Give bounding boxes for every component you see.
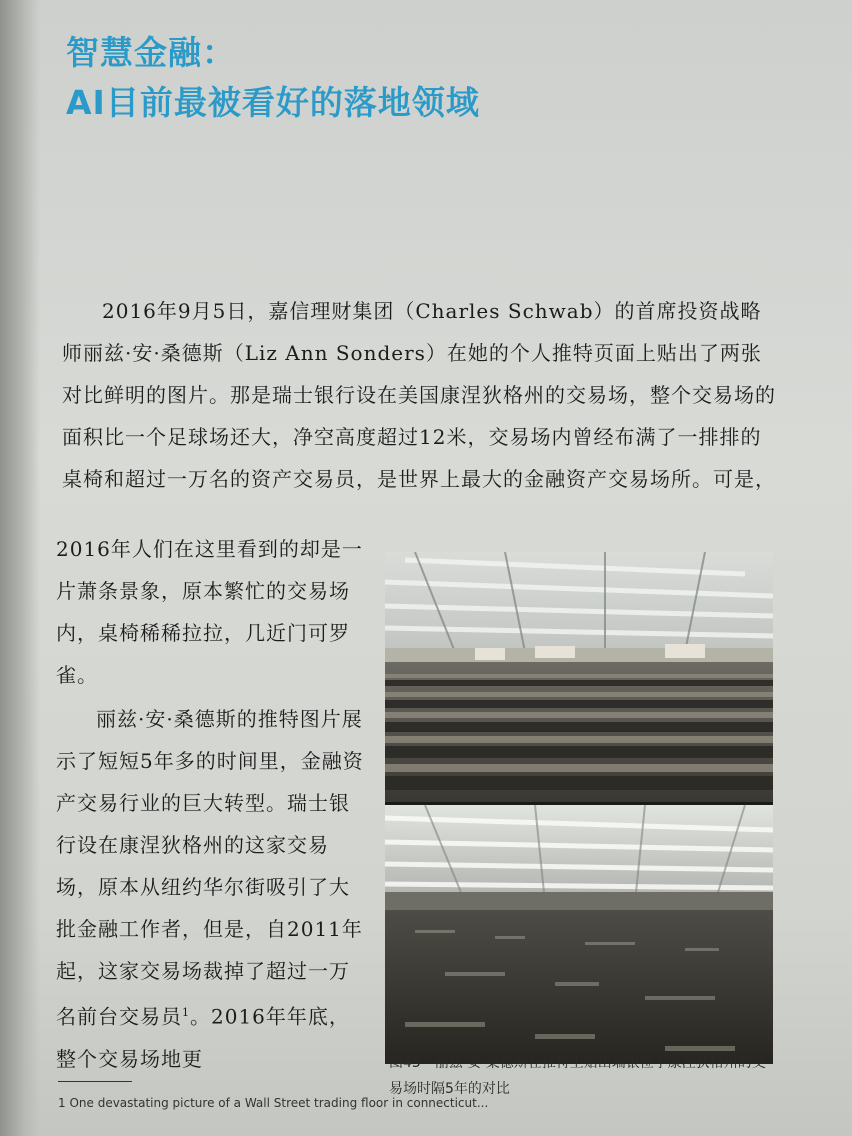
- body-paragraph-2-end: 。2016年年底，整个交易场地更: [56, 1004, 350, 1071]
- section-title-line1: 智慧金融：: [66, 33, 236, 72]
- figure-caption: 图45 丽兹·安·桑德斯在推特上贴出瑞银位于康涅狄格州的交易场时隔5年的对比: [389, 1055, 766, 1097]
- footnote-reference: 1: [182, 1006, 190, 1019]
- section-title-line2: AI目前最被看好的落地领域: [66, 83, 480, 122]
- trading-floor-empty-photo: [385, 805, 773, 1064]
- text-column-left: [56, 528, 366, 1080]
- footnote-divider: [58, 1081, 132, 1082]
- section-title: [66, 28, 480, 128]
- trading-floor-comparison-photo: [385, 552, 773, 1064]
- trading-floor-photo-illustration: [385, 552, 773, 1064]
- footnote-text: 1 One devastating picture of a Wall Street trading floor in connecticut...: [58, 1096, 489, 1110]
- trading-floor-busy-photo: [385, 552, 773, 802]
- body-paragraph-1: 2016年9月5日，嘉信理财集团（Charles Schwab）的首席投资战略师丽兹·安·桑德斯（Liz Ann Sonders）在她的个人推特页面上贴出了两张对比鲜明的图片。那是瑞士银行设在美国康涅狄格州的交易场，整个交易场的面积比一个足球场还大，净空高度超过12米，交易场内曾经布满了一排排的桌椅和超过一万名的资产交易员，是世界上最大的金融资产交易场所。可是，: [62, 299, 776, 491]
- page-gutter-shadow: [0, 0, 40, 1136]
- body-paragraph-1-continued: 2016年人们在这里看到的却是一片萧条景象，原本繁忙的交易场内，桌椅稀稀拉拉，几近门可罗雀。: [56, 537, 363, 687]
- body-paragraph-2-text: 丽兹·安·桑德斯的推特图片展示了短短5年多的时间里，金融资产交易行业的巨大转型。瑞士银行设在康涅狄格州的这家交易场，原本从纽约华尔街吸引了大批金融工作者，但是，自2011年起，这家交易场裁掉了超过一万名前台交易员: [56, 707, 364, 1029]
- body-paragraph-2: [56, 698, 366, 1080]
